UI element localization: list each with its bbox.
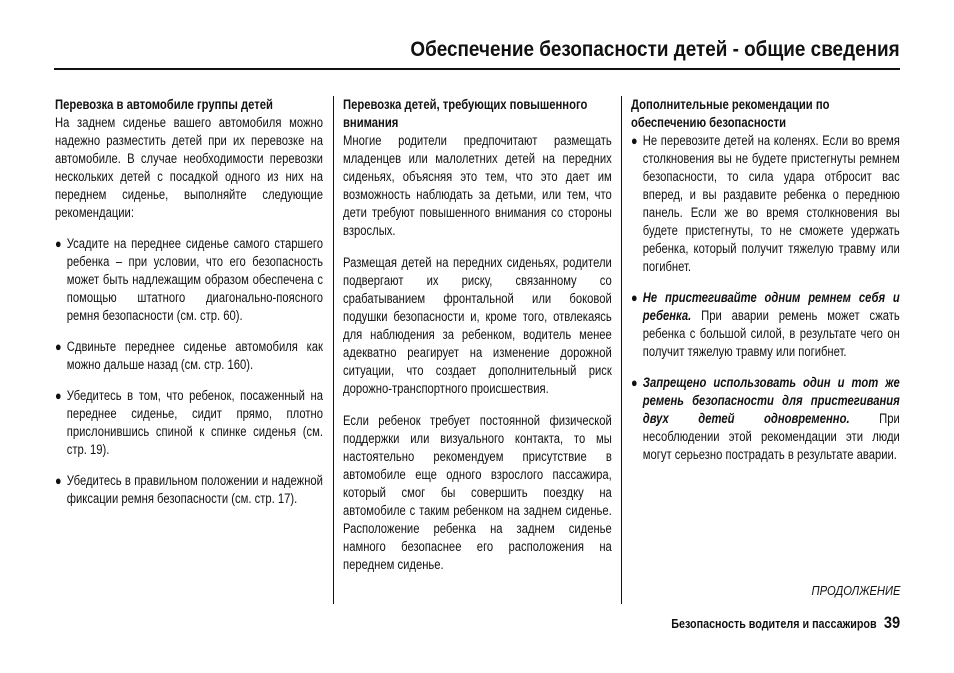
- continued-label: ПРОДОЛЖЕНИЕ: [811, 583, 900, 598]
- section-heading-special-attention: Перевозка детей, требующих повышенного внимания: [343, 97, 588, 130]
- column-additional-recommendations: [631, 96, 900, 464]
- footer-section-title: Безопасность водителя и пассажиров: [671, 617, 877, 631]
- paragraph: Если ребенок требует постоянной физической поддержки или визуального контакта, то мы настоятельно рекомендуем присутствие в автомобиле еще одного взрослого пассажира, который смог бы совершить поездку на автомобиле с таким ребенком на заднем сиденье. Расположение ребенка на заднем сиденье намного безопаснее его расположения на переднем сиденье.: [343, 413, 612, 572]
- list-item: ● Запрещено использовать один и тот же ремень безопасности для пристегивания двух детей одновременно. При несоблюдении этой рекомендации эти люди могут серьезно пострадать в результате аварии.: [631, 375, 900, 462]
- list-item: ● Сдвиньте переднее сиденье автомобиля как можно дальше назад (см. стр. 160).: [55, 339, 323, 372]
- warning-emphasis: Запрещено использовать один и тот же ремень безопасности для пристегивания двух детей одновременно.: [642, 375, 900, 426]
- bullet-dot-icon: ●: [55, 388, 62, 403]
- list-item: ● Убедитесь в том, что ребенок, посаженный на переднее сиденье, сидит прямо, плотно прислонившись спиной к спинке сиденья (см. стр. 19).: [55, 388, 323, 457]
- list-item: ● Не перевозите детей на коленях. Если во время столкновения вы не будете пристегнуты ремнем безопасности, то сила удара отбросит вас вперед, и вы раздавите ребенка о переднюю панель. Если же во время столкновения вы будете пристегнуты, то не сможете удержать ребенка, который получит тяжелую травму или погибнет.: [631, 133, 900, 274]
- bullet-dot-icon: ●: [55, 236, 62, 251]
- list-item: ● Убедитесь в правильном положении и надежной фиксации ремня безопасности (см. стр. 17).: [55, 473, 323, 506]
- bullet-dot-icon: ●: [55, 473, 62, 488]
- column-divider-1: [333, 96, 334, 604]
- warning-emphasis: Не пристегивайте одним ремнем себя и ребенка.: [642, 290, 900, 323]
- column-divider-2: [621, 96, 622, 604]
- paragraph: Многие родители предпочитают размещать младенцев или малолетних детей на передних сиденьях, объясняя это тем, что это дает им возможность наблюдать за детьми, или тем, что дети требуют повышенного внимания со стороны взрослых.: [343, 133, 612, 238]
- title-rule: [54, 68, 900, 70]
- list-item: ● Не пристегивайте одним ремнем себя и ребенка. При аварии ремень может сжать ребенка с большой силой, в результате чего он получит тяжелую травму или погибнет.: [631, 290, 900, 359]
- paragraph: Размещая детей на передних сиденьях, родители подвергают их риску, связанному со срабатыванием фронтальной или боковой подушки безопасности и, кроме того, отвлекаясь для наблюдения за ребенком, водитель менее адекватно реагирует на изменение дорожной ситуации, что создает дополнительный риск дорожно-транспортного происшествия.: [343, 255, 612, 396]
- page-number: 39: [883, 613, 900, 632]
- bullet-dot-icon: ●: [631, 375, 638, 390]
- list-item: ● Усадите на переднее сиденье самого старшего ребенка – при условии, что его безопасность может быть надлежащим образом обеспечена с помощью штатного диагонально-поясного ремня безопасности (см. стр. 60).: [55, 236, 323, 323]
- bullet-dot-icon: ●: [631, 133, 638, 148]
- intro-paragraph: На заднем сиденье вашего автомобиля можно надежно разместить детей при их перевозке на автомобиле. В случае необходимости перевозки нескольких детей с посадкой одного из них на переднем сиденье, выполняйте следующие рекомендации:: [55, 115, 323, 220]
- column-special-attention: [343, 96, 612, 574]
- bullet-dot-icon: ●: [631, 290, 638, 305]
- section-heading-group-transport: Перевозка в автомобиле группы детей: [55, 97, 273, 112]
- page-title: Обеспечение безопасности детей - общие сведения: [410, 38, 900, 61]
- page-footer: [671, 613, 900, 633]
- column-group-transport: [55, 96, 323, 508]
- bullet-dot-icon: ●: [55, 339, 62, 354]
- section-heading-additional: Дополнительные рекомендации по обеспечению безопасности: [631, 97, 830, 130]
